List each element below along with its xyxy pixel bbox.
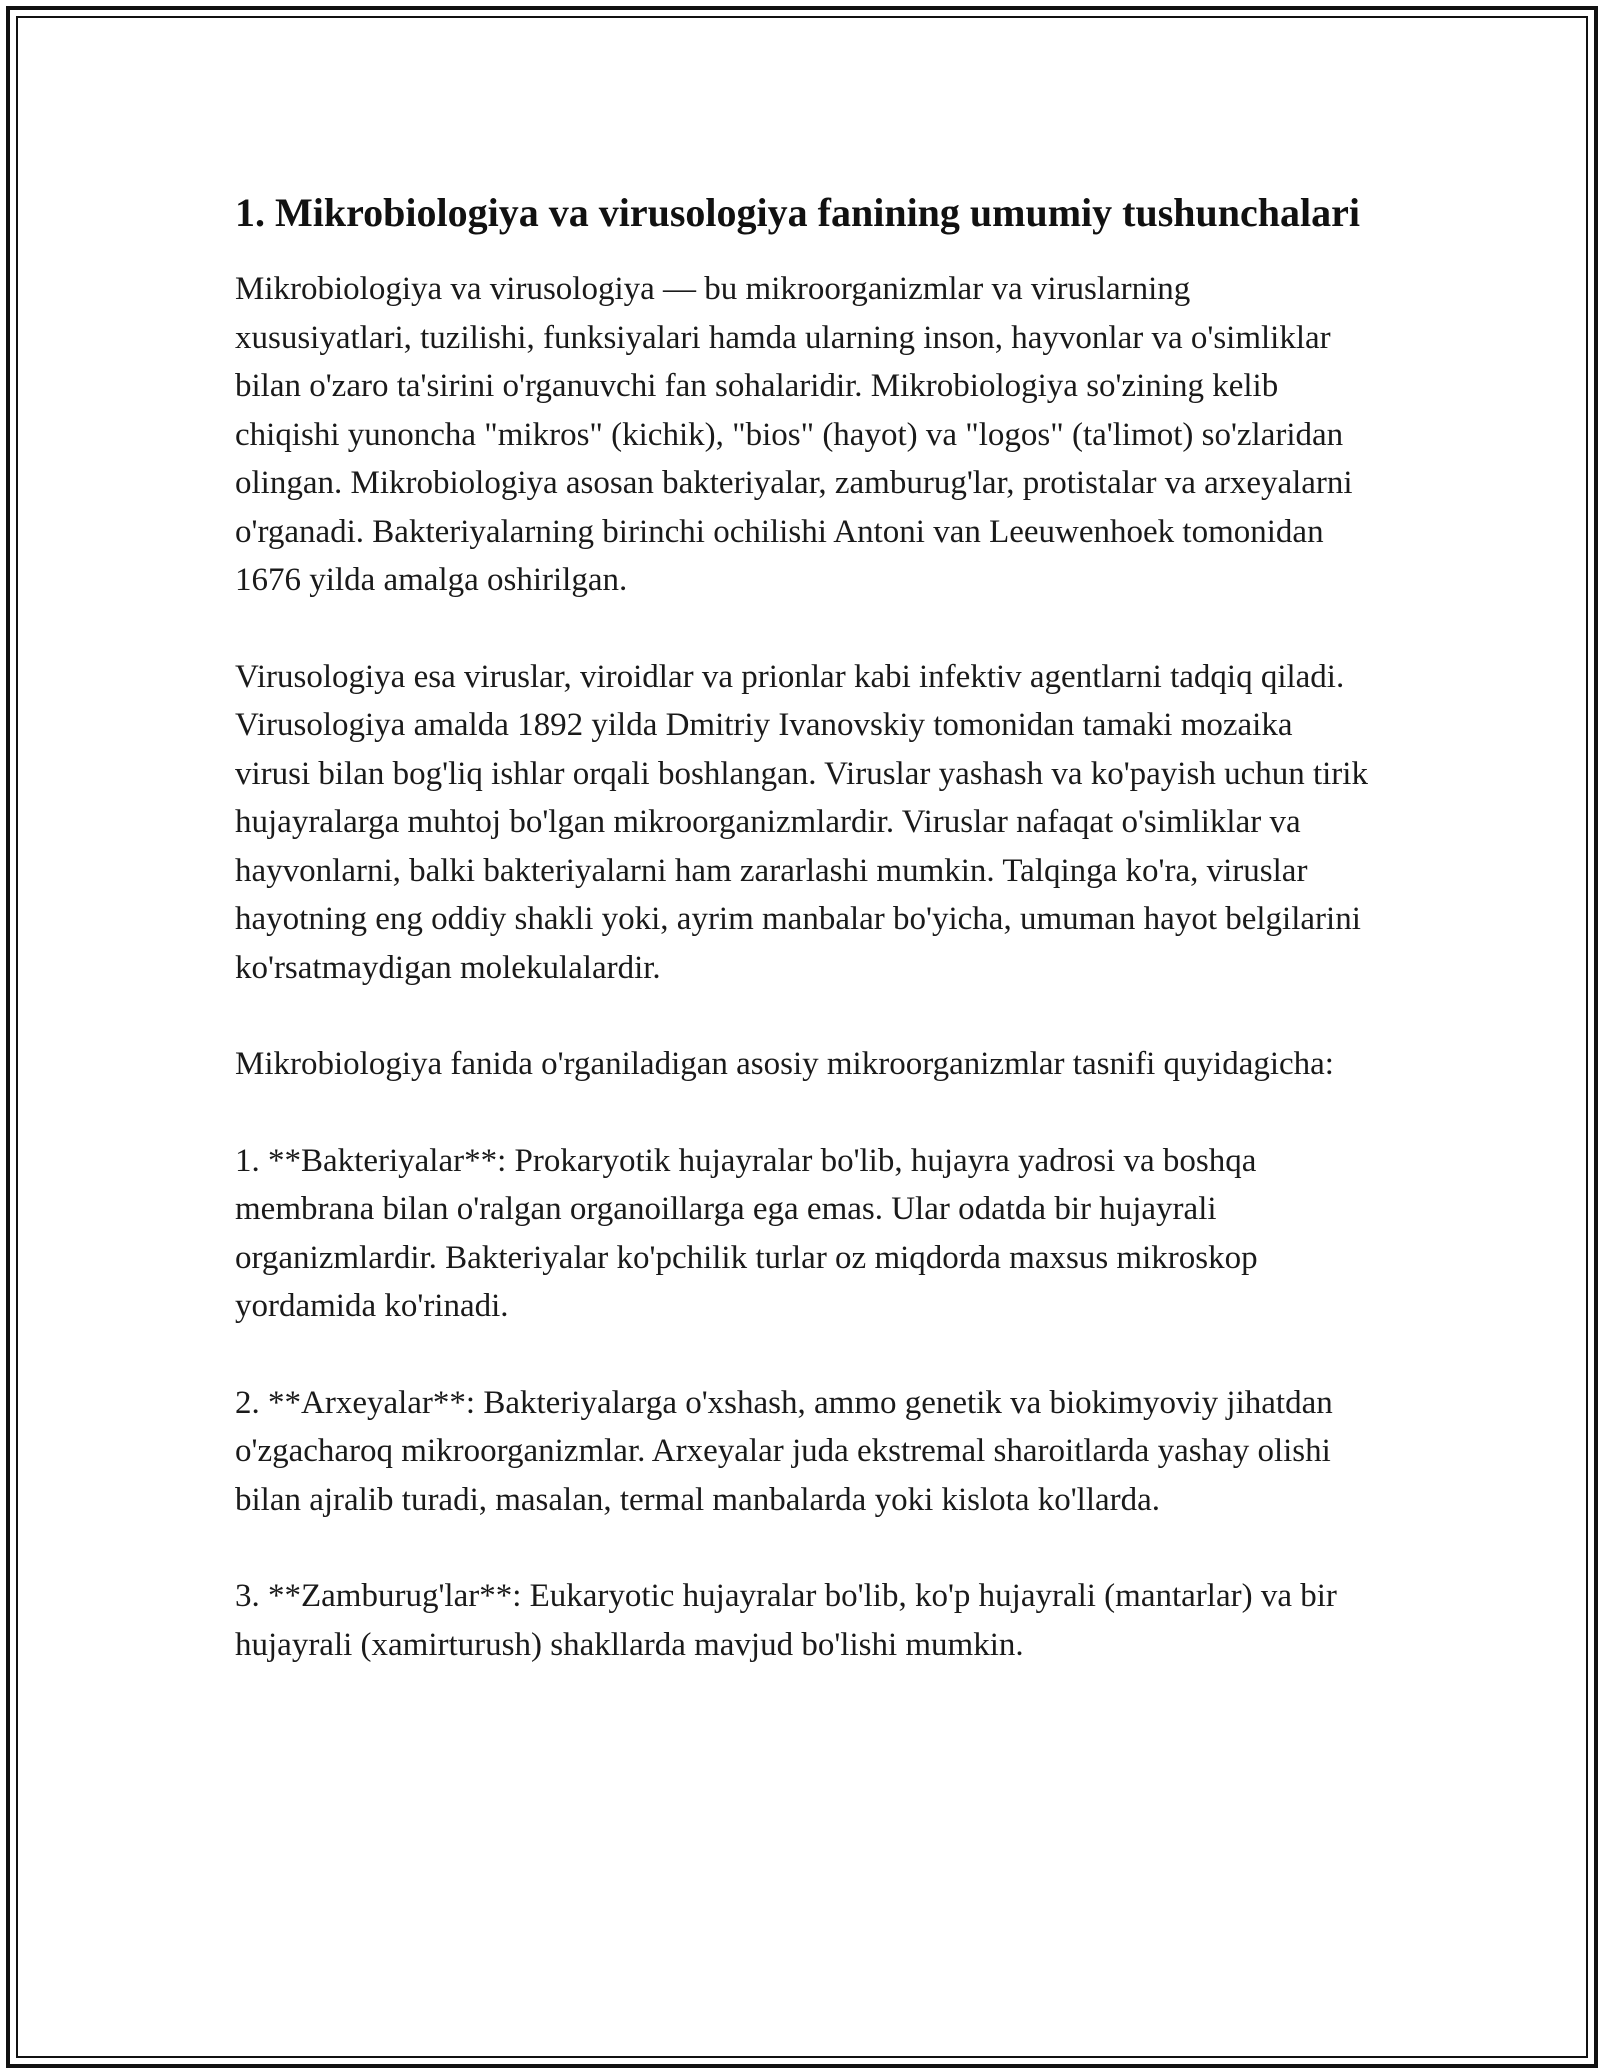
paragraph-classification-intro: Mikrobiologiya fanida o'rganiladigan asosiy mikroorganizmlar tasnifi quyidagicha:	[235, 1046, 1334, 1082]
paragraph-intro: Mikrobiologiya va virusologiya — bu mikroorganizmlar va viruslarning xususiyatlari, tuzilishi, funksiyalari hamda ularning inson, hayvonlar va o'simliklar bilan o'zaro ta'sirini o'rganuvchi fan sohalaridir. Mikrobiologiya so'zining kelib chiqishi yunoncha "mikros" (kichik), "bios" (hayot) va "logos" (ta'limot) so'zlaridan olingan. Mikrobiologiya asosan bakteriyalar, zamburug'lar, protistalar va arxeyalarni o'rganadi. Bakteriyalarning birinchi ochilishi Antoni van Leeuwenhoek tomonidan 1676 yilda amalga oshirilgan.	[235, 271, 1353, 598]
list-item-archaea: 2. **Arxeyalar**: Bakteriyalarga o'xshash, ammo genetik va biokimyoviy jihatdan o'zgacharoq mikroorganizmlar. Arxeyalar juda ekstremal sharoitlarda yashay olishi bilan ajralib turadi, masalan, termal manbalarda yoki kislota ko'llarda.	[235, 1384, 1333, 1518]
list-item-bacteria: 1. **Bakteriyalar**: Prokaryotik hujayralar bo'lib, hujayra yadrosi va boshqa membrana bilan o'ralgan organoillarga ega emas. Ular odatda bir hujayrali organizmlardir. Bakteriyalar ko'pchilik turlar oz miqdorda maxsus mikroskop yordamida ko'rinadi.	[235, 1142, 1258, 1324]
document-body	[235, 185, 1375, 1669]
list-item-fungi: 3. **Zamburug'lar**: Eukaryotic hujayralar bo'lib, ko'p hujayrali (mantarlar) va bir hujayrali (xamirturush) shakllarda mavjud bo'lishi mumkin.	[235, 1578, 1337, 1663]
paragraph-virology: Virusologiya esa viruslar, viroidlar va prionlar kabi infektiv agentlarni tadqiq qiladi. Virusologiya amalda 1892 yilda Dmitriy Ivanovskiy tomonidan tamaki mozaika virusi bilan bog'liq ishlar orqali boshlangan. Viruslar yashash va ko'payish uchun tirik hujayralarga muhtoj bo'lgan mikroorganizmlardir. Viruslar nafaqat o'simliklar va hayvonlarni, balki bakteriyalarni ham zararlashi mumkin. Talqinga ko'ra, viruslar hayotning eng oddiy shakli yoki, ayrim manbalar bo'yicha, umuman hayot belgilarini ko'rsatmaydigan molekulalardir.	[235, 658, 1368, 986]
section-title: 1. Mikrobiologiya va virusologiya fanining umumiy tushunchalari	[235, 190, 1361, 235]
